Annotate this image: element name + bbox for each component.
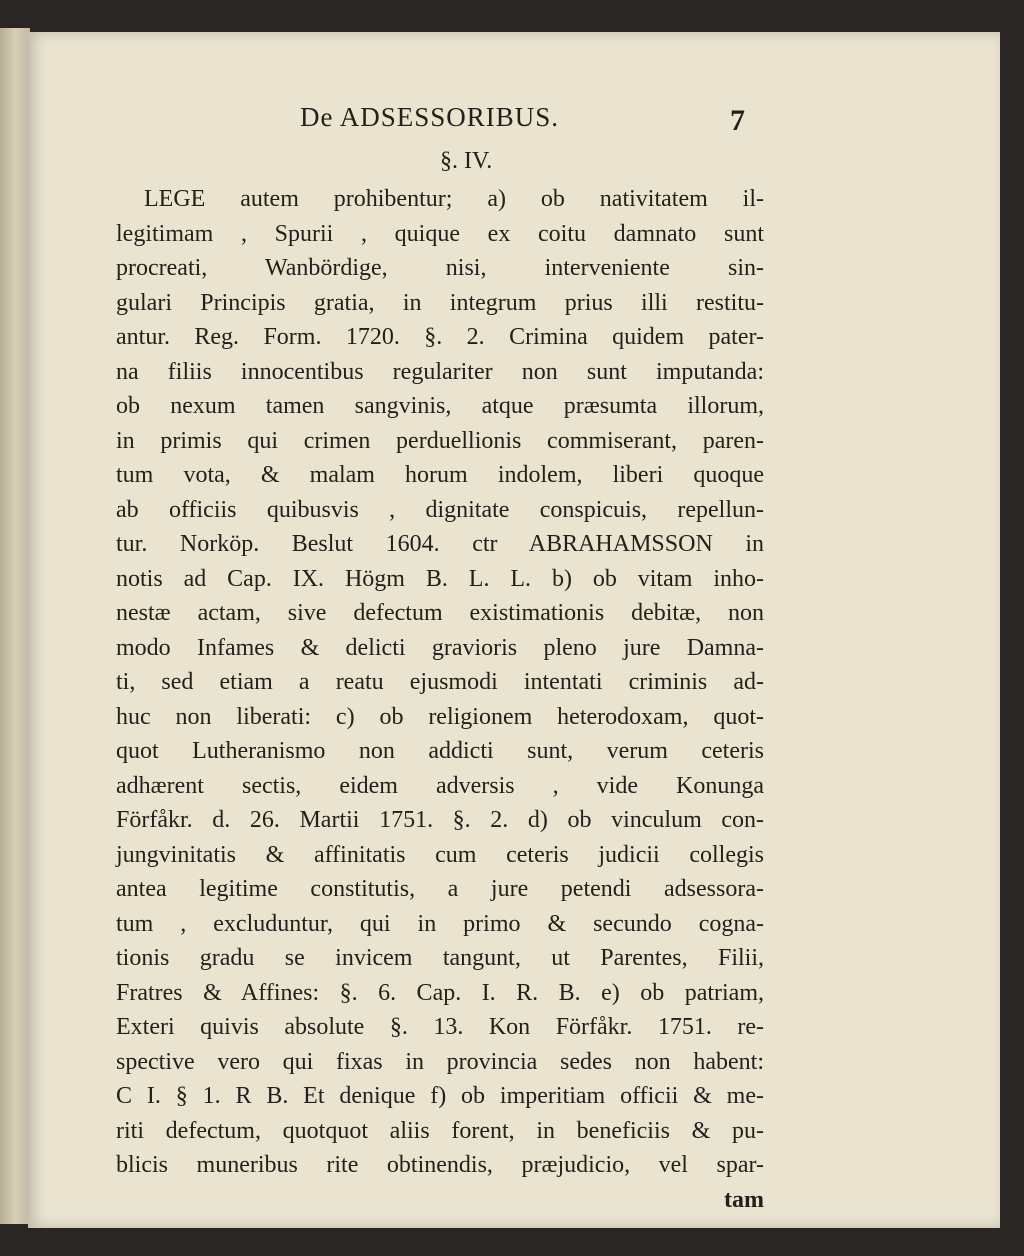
page-number: 7 [730, 104, 745, 137]
text-line: notis ad Cap. IX. Högm B. L. L. b) ob vitam inho- [116, 565, 764, 592]
text-line: huc non liberati: c) ob religionem heterodoxam, quot- [116, 703, 764, 730]
text-line: tum vota, & malam horum indolem, liberi quoque [116, 462, 764, 488]
text-line: modo Infames & delicti gravioris pleno jure Damna- [116, 634, 764, 661]
text-line: LEGE autem prohibentur; a) ob nativitatem il- [144, 186, 764, 212]
text-line: nestæ actam, sive defectum existimationis debitæ, non [116, 600, 764, 626]
text-line: blicis muneribus rite obtinendis, præjudicio, vel spar- [116, 1152, 764, 1178]
text-line: na filiis innocentibus regulariter non sunt imputanda: [116, 358, 764, 385]
text-line: tur. Norköp. Beslut 1604. ctr ABRAHAMSSON in [116, 531, 764, 557]
running-head: De ADSESSORIBUS. [300, 102, 560, 132]
text-line: spective vero qui fixas in provincia sedes non habent: [116, 1048, 764, 1075]
text-line: quot Lutheranismo non addicti sunt, verum ceteris [116, 738, 764, 764]
text-line: gulari Principis gratia, in integrum prius illi restitu- [116, 289, 764, 316]
text-line: Förfåkr. d. 26. Martii 1751. §. 2. d) ob vinculum con- [116, 807, 764, 833]
book-page [28, 32, 1000, 1228]
text-line: jungvinitatis & affinitatis cum ceteris judicii collegis [116, 841, 764, 868]
text-line: antur. Reg. Form. 1720. §. 2. Crimina quidem pater- [116, 324, 764, 350]
text-line: in primis qui crimen perduellionis commiserant, paren- [116, 427, 764, 454]
book-spine [0, 28, 30, 1224]
text-line: tionis gradu se invicem tangunt, ut Parentes, Filii, [116, 945, 764, 971]
text-line: C I. § 1. R B. Et denique f) ob imperitiam officii & me- [116, 1083, 764, 1109]
section-heading: §. IV. [440, 148, 493, 174]
text-line: legitimam , Spurii , quique ex coitu damnato sunt [116, 220, 764, 247]
page-header [28, 102, 1000, 142]
text-line: ti, sed etiam a reatu ejusmodi intentati criminis ad- [116, 669, 764, 695]
text-line: tum , excluduntur, qui in primo & secundo cogna- [116, 910, 764, 937]
text-line: antea legitime constitutis, a jure petendi adsessora- [116, 876, 764, 902]
text-line: Exteri quivis absolute §. 13. Kon Förfåkr. 1751. re- [116, 1014, 764, 1040]
catchword: tam [724, 1186, 764, 1213]
text-line: Fratres & Affines: §. 6. Cap. I. R. B. e) ob patriam, [116, 979, 764, 1006]
text-line: riti defectum, quotquot aliis forent, in beneficiis & pu- [116, 1117, 764, 1144]
text-line: adhærent sectis, eidem adversis , vide Konunga [116, 772, 764, 799]
text-line: procreati, Wanbördige, nisi, interveniente sin- [116, 255, 764, 281]
text-line: ob nexum tamen sangvinis, atque præsumta illorum, [116, 393, 764, 419]
body-text [116, 182, 764, 1217]
text-line: ab officiis quibusvis , dignitate conspicuis, repellun- [116, 496, 764, 523]
